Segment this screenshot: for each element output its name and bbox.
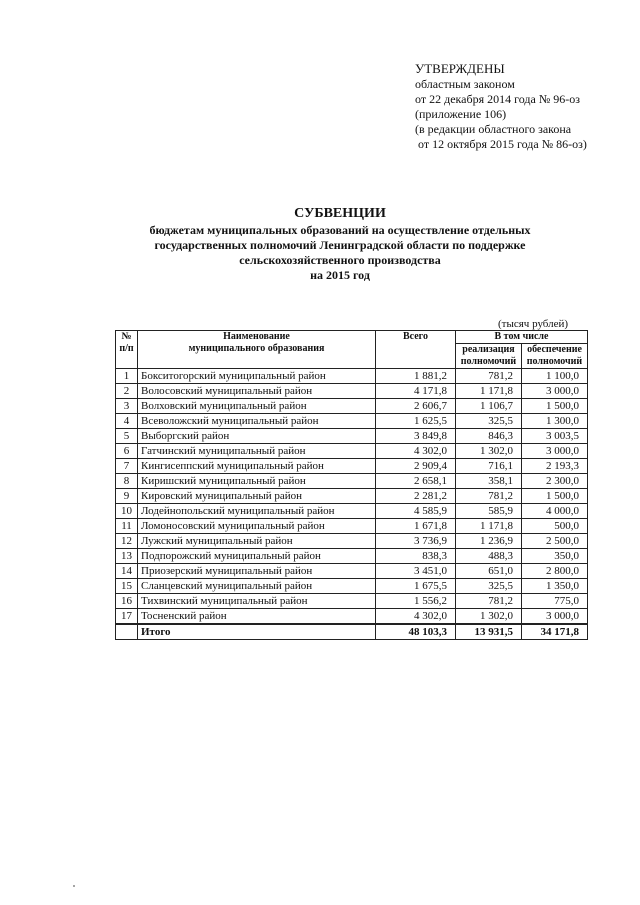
table-row	[116, 534, 588, 549]
row-num: 11	[116, 519, 138, 534]
document-title	[90, 205, 590, 283]
row-num: 5	[116, 429, 138, 444]
title-line: сельскохозяйственного производства	[239, 253, 441, 267]
row-implementation: 585,9	[456, 504, 522, 519]
table-header-row	[116, 331, 588, 344]
row-implementation: 325,5	[456, 414, 522, 429]
row-support: 4 000,0	[522, 504, 588, 519]
row-total: 4 171,8	[376, 384, 456, 399]
total-sum: 48 103,3	[376, 624, 456, 640]
row-support: 350,0	[522, 549, 588, 564]
row-name: Сланцевский муниципальный район	[138, 579, 376, 594]
row-support: 3 000,0	[522, 444, 588, 459]
table-row	[116, 414, 588, 429]
row-num: 17	[116, 609, 138, 625]
row-name: Приозерский муниципальный район	[138, 564, 376, 579]
row-total: 3 736,9	[376, 534, 456, 549]
row-num: 16	[116, 594, 138, 609]
approval-block	[415, 60, 587, 152]
row-num: 6	[116, 444, 138, 459]
row-name: Кингисеппский муниципальный район	[138, 459, 376, 474]
approval-line: областным законом	[415, 77, 515, 91]
header-num-sub: п/п	[119, 343, 134, 354]
row-implementation: 358,1	[456, 474, 522, 489]
row-support: 2 300,0	[522, 474, 588, 489]
row-name: Подпорожский муниципальный район	[138, 549, 376, 564]
row-total: 2 658,1	[376, 474, 456, 489]
row-num: 15	[116, 579, 138, 594]
row-total: 2 909,4	[376, 459, 456, 474]
row-implementation: 1 302,0	[456, 444, 522, 459]
row-total: 1 671,8	[376, 519, 456, 534]
table-row	[116, 609, 588, 625]
header-num-label: №	[121, 331, 132, 342]
row-total: 2 281,2	[376, 489, 456, 504]
total-label: Итого	[138, 624, 376, 640]
row-implementation: 1 236,9	[456, 534, 522, 549]
row-name: Лужский муниципальный район	[138, 534, 376, 549]
row-implementation: 1 106,7	[456, 399, 522, 414]
table-total-row	[116, 624, 588, 640]
table-row	[116, 489, 588, 504]
row-support: 775,0	[522, 594, 588, 609]
row-name: Гатчинский муниципальный район	[138, 444, 376, 459]
row-name: Тихвинский муниципальный район	[138, 594, 376, 609]
row-implementation: 846,3	[456, 429, 522, 444]
row-name: Кировский муниципальный район	[138, 489, 376, 504]
units-label: (тысяч рублей)	[498, 318, 569, 330]
subsidies-table	[115, 330, 588, 640]
row-total: 838,3	[376, 549, 456, 564]
table-row	[116, 594, 588, 609]
row-implementation: 1 171,8	[456, 519, 522, 534]
row-num: 4	[116, 414, 138, 429]
table-row	[116, 429, 588, 444]
total-num-cell	[116, 624, 138, 640]
table-row	[116, 564, 588, 579]
row-implementation: 1 302,0	[456, 609, 522, 625]
table-row	[116, 474, 588, 489]
total-support: 34 171,8	[522, 624, 588, 640]
row-num: 13	[116, 549, 138, 564]
row-support: 1 300,0	[522, 414, 588, 429]
row-num: 2	[116, 384, 138, 399]
row-total: 4 302,0	[376, 609, 456, 625]
header-implementation	[456, 344, 522, 369]
row-num: 8	[116, 474, 138, 489]
row-implementation: 781,2	[456, 594, 522, 609]
row-total: 3 451,0	[376, 564, 456, 579]
row-support: 3 000,0	[522, 609, 588, 625]
row-implementation: 781,2	[456, 369, 522, 384]
row-num: 10	[116, 504, 138, 519]
title-line: государственных полномочий Ленинградской области по поддержке	[154, 238, 526, 252]
title-line: бюджетам муниципальных образований на осуществление отдельных	[149, 223, 531, 237]
row-implementation: 488,3	[456, 549, 522, 564]
row-total: 1 675,5	[376, 579, 456, 594]
header-supp-line: полномочий	[526, 356, 583, 367]
header-total: Всего	[376, 331, 456, 369]
row-support: 1 100,0	[522, 369, 588, 384]
row-implementation: 1 171,8	[456, 384, 522, 399]
row-num: 3	[116, 399, 138, 414]
table-row	[116, 504, 588, 519]
row-implementation: 781,2	[456, 489, 522, 504]
title-main: СУБВЕНЦИИ	[294, 206, 386, 221]
row-name: Ломоносовский муниципальный район	[138, 519, 376, 534]
row-num: 9	[116, 489, 138, 504]
header-support	[522, 344, 588, 369]
table-row	[116, 549, 588, 564]
approval-line: от 12 октября 2015 года № 86-оз)	[418, 137, 587, 151]
row-support: 500,0	[522, 519, 588, 534]
table-body	[116, 369, 588, 625]
row-support: 3 003,5	[522, 429, 588, 444]
table-row	[116, 444, 588, 459]
table-row	[116, 459, 588, 474]
row-support: 2 500,0	[522, 534, 588, 549]
approval-line: от 22 декабря 2014 года № 96-оз	[415, 92, 581, 106]
header-num	[116, 331, 138, 369]
row-name: Выборгский район	[138, 429, 376, 444]
header-impl-line: полномочий	[460, 356, 517, 367]
table-row	[116, 579, 588, 594]
row-total: 4 585,9	[376, 504, 456, 519]
row-name: Бокситогорский муниципальный район	[138, 369, 376, 384]
row-total: 4 302,0	[376, 444, 456, 459]
header-name	[138, 331, 376, 369]
header-including: В том числе	[456, 331, 588, 344]
row-total: 1 556,2	[376, 594, 456, 609]
row-implementation: 716,1	[456, 459, 522, 474]
row-total: 3 849,8	[376, 429, 456, 444]
row-total: 1 881,2	[376, 369, 456, 384]
table-row	[116, 519, 588, 534]
approval-line: (приложение 106)	[415, 107, 507, 121]
row-num: 7	[116, 459, 138, 474]
table-row	[116, 384, 588, 399]
row-implementation: 651,0	[456, 564, 522, 579]
row-implementation: 325,5	[456, 579, 522, 594]
table-row	[116, 399, 588, 414]
row-total: 2 606,7	[376, 399, 456, 414]
row-support: 3 000,0	[522, 384, 588, 399]
row-name: Всеволожский муниципальный район	[138, 414, 376, 429]
header-supp-line: обеспечение	[527, 344, 582, 355]
row-name: Тосненский район	[138, 609, 376, 625]
approval-line: (в редакции областного закона	[415, 122, 572, 136]
total-implementation: 13 931,5	[456, 624, 522, 640]
table-row	[116, 369, 588, 384]
row-name: Киришский муниципальный район	[138, 474, 376, 489]
row-num: 12	[116, 534, 138, 549]
row-support: 1 500,0	[522, 489, 588, 504]
row-num: 14	[116, 564, 138, 579]
row-num: 1	[116, 369, 138, 384]
header-name-line: муниципального образования	[188, 343, 325, 354]
scan-speck	[73, 885, 75, 887]
approval-heading: УТВЕРЖДЕНЫ	[415, 61, 505, 76]
row-support: 2 193,3	[522, 459, 588, 474]
row-name: Волховский муниципальный район	[138, 399, 376, 414]
row-total: 1 625,5	[376, 414, 456, 429]
row-support: 1 500,0	[522, 399, 588, 414]
header-name-line: Наименование	[223, 331, 290, 342]
row-support: 1 350,0	[522, 579, 588, 594]
row-name: Волосовский муниципальный район	[138, 384, 376, 399]
row-support: 2 800,0	[522, 564, 588, 579]
header-impl-line: реализация	[462, 344, 515, 355]
title-line: на 2015 год	[310, 268, 370, 282]
row-name: Лодейнопольский муниципальный район	[138, 504, 376, 519]
